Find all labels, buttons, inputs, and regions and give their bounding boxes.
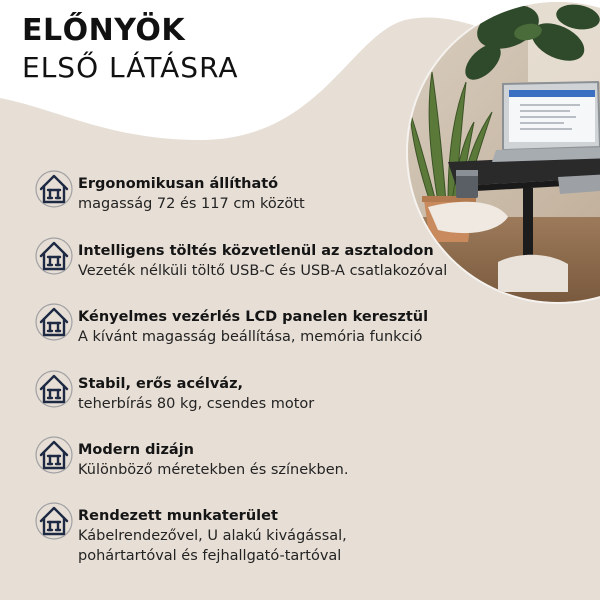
feature-item-ergonomic (34, 168, 305, 214)
feature-description: pohártartóval és fejhallgató-tartóval (78, 548, 342, 564)
feature-item-modern-design (34, 434, 348, 480)
feature-title: Stabil, erős acélváz, (78, 376, 244, 392)
title-line-1: ELŐNYÖK (22, 13, 186, 48)
desk-house-icon (34, 169, 74, 209)
desk-house-icon (34, 501, 74, 541)
desk-house-icon (34, 369, 74, 409)
feature-title: Modern dizájn (78, 442, 194, 458)
feature-item-lcd-control (34, 301, 428, 347)
desk-house-icon (34, 435, 74, 475)
title-line-2: ELSŐ LÁTÁSRA (22, 51, 239, 84)
feature-title: Intelligens töltés közvetlenül az asztalodon (78, 243, 434, 259)
feature-item-charging (34, 235, 447, 281)
feature-item-steel-frame (34, 368, 314, 414)
header (22, 12, 239, 86)
feature-description: Kábelrendezővel, U alakú kivágással, (78, 528, 347, 544)
desk-house-icon (34, 236, 74, 276)
feature-title: Ergonomikusan állítható (78, 176, 279, 192)
feature-description: magasság 72 és 117 cm között (78, 196, 305, 212)
feature-item-organized-workspace (34, 500, 347, 566)
feature-title: Rendezett munkaterület (78, 508, 278, 524)
feature-description: A kívánt magasság beállítása, memória funkció (78, 329, 423, 345)
desk-house-icon (34, 302, 74, 342)
feature-title: Kényelmes vezérlés LCD panelen keresztül (78, 309, 429, 325)
feature-description: Vezeték nélküli töltő USB-C és USB-A csatlakozóval (78, 263, 448, 279)
feature-description: Különböző méretekben és színekben. (78, 462, 349, 478)
feature-description: teherbírás 80 kg, csendes motor (78, 396, 315, 412)
